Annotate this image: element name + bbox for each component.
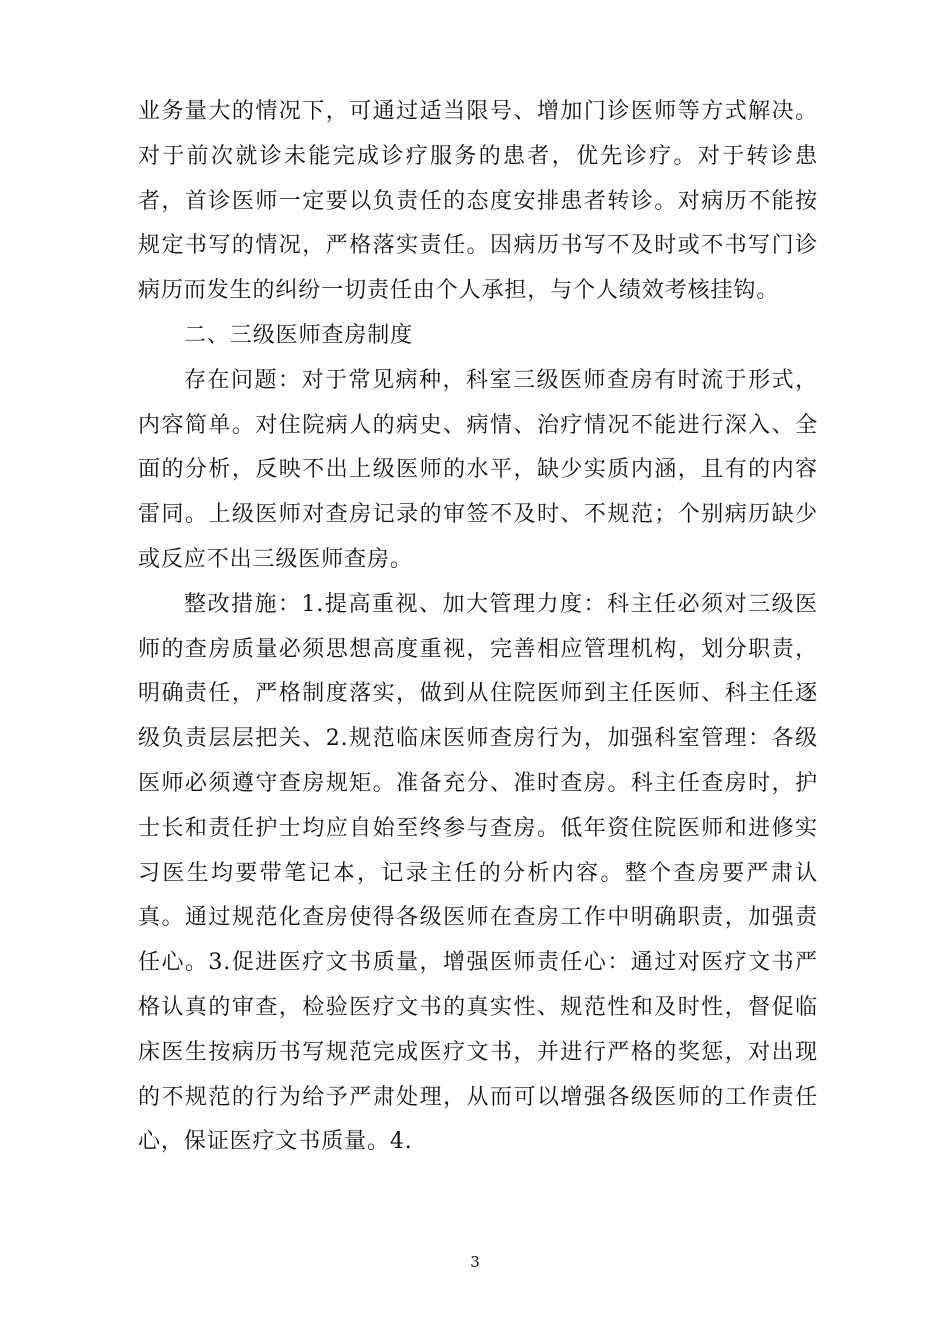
body-paragraph-existing-problems: 存在问题：对于常见病种，科室三级医师查房有时流于形式，内容简单。对住院病人的病史、病情、治疗情况不能进行深入、全面的分析，反映不出上级医师的水平，缺少实质内涵，且有的内容雷同。上级医师对查房记录的审签不及时、不规范；个别病历缺少或反应不出三级医师查房。 — [138, 367, 818, 572]
section-heading: 二、三级医师查房制度 — [184, 322, 414, 348]
document-body — [138, 90, 818, 1165]
page-number: 3 — [470, 1253, 480, 1271]
body-paragraph-corrective-measures: 整改措施：1.提高重视、加大管理力度：科主任必须对三级医师的查房质量必须思想高度重视，完善相应管理机构，划分职责，明确责任，严格制度落实，做到从住院医师到主任医师、科主任逐级负责层层把关、2.规范临床医师查房行为，加强科室管理：各级医师必须遵守查房规矩。准备充分、准时查房。科主任查房时，护士长和责任护士均应自始至终参与查房。低年资住院医师和进修实习医生均要带笔记本，记录主任的分析内容。整个查房要严肃认真。通过规范化查房使得各级医师在查房工作中明确职责，加强责任心。3.促进医疗文书质量，增强医师责任心：通过对医疗文书严格认真的审查，检验医疗文书的真实性、规范性和及时性，督促临床医生按病历书写规范完成医疗文书，并进行严格的奖惩，对出现的不规范的行为给予严肃处理，从而可以增强各级医师的工作责任心，保证医疗文书质量。4. — [138, 591, 818, 1155]
body-paragraph-outpatient: 业务量大的情况下，可通过适当限号、增加门诊医师等方式解决。对于前次就诊未能完成诊疗服务的患者，优先诊疗。对于转诊患者，首诊医师一定要以负责任的态度安排患者转诊。对病历不能按规定书写的情况，严格落实责任。因病历书写不及时或不书写门诊病历而发生的纠纷一切责任由个人承担，与个人绩效考核挂钩。 — [138, 99, 818, 304]
